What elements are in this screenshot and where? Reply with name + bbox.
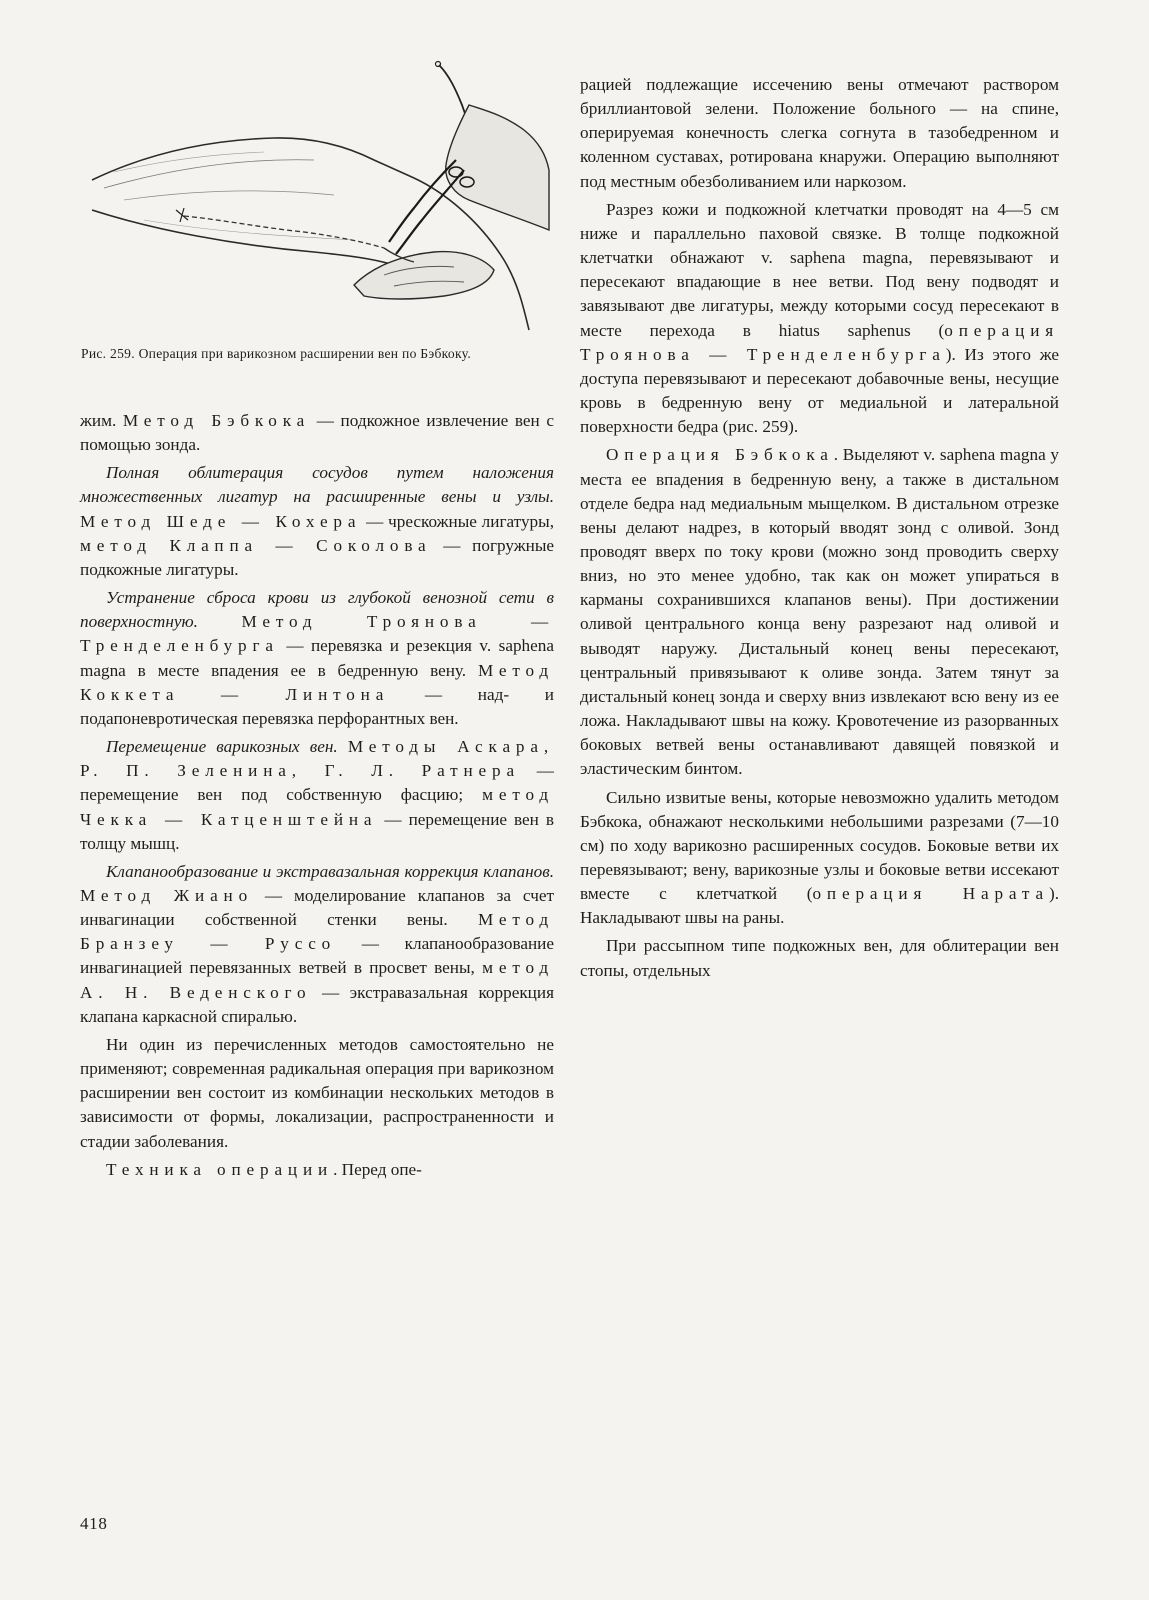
paragraph: Полная облитерация сосудов путем наложения множественных лигатур на расширенные вены и узлы. Метод Шеде — Кохера — чрескожные лигатуры, метод Клаппа — Соколова — погружные подкожные лигатуры. [80,463,554,579]
surgery-illustration [84,60,552,338]
paragraph: Сильно извитые вены, которые невозможно удалить методом Бэбкока, обнажают несколькими небольшими разрезами (7—10 см) по ходу варикозно расширенных сосудов. Боковые ветви их перевязывают; вену, варикозные узлы и боковые ветви иссекают вместе с клетчаткой (операция Нарата). Накладывают швы на раны. [580,787,1059,928]
paragraph: жим. Метод Бэбкока — подкожное извлечение вен с помощью зонда. [80,411,554,455]
paragraph: Техника операции. Перед опе- [106,1159,422,1179]
paragraph: Операция Бэбкока. Выделяют v. saphena magna у места ее впадения в бедренную вену, а также в дистальном отделе бедра над медиальным мыщелком. В дистальном отрезке вены делают надрез, в который вводят зонд с оливой. Зонд проводят вверх по току крови (можно зонд проводить сверху вниз, но это менее удобно, так как он может упираться в карманы сохранившихся клапанов вены). При достижении оливой центрального конца вену разрезают над оливой и выводят наружу. Дистальный конец вены пересекают, центральный привязывают к оливе зонда. Затем тянут за дистальный конец зонда и сверху вниз извлекают всю вену из ее ложа. Накладывают швы на кожу. Кровотечение из разорванных боковых ветвей вены останавливают давящей повязкой и эластическим бинтом. [580,445,1059,779]
right-column [580,73,1059,983]
surgery-illustration-icon [84,60,552,338]
paragraph: рацией подлежащие иссечению вены отмечают раствором бриллиантовой зелени. Положение больного — на спине, оперируемая конечность слегка согнута в тазобедренном и коленном суставах, ротирована кнаружи. Операцию выполняют под местным обезболиванием или наркозом. [580,75,1059,191]
paragraph: Ни один из перечисленных методов самостоятельно не применяют; современная радикальная операция при варикозном расширении вен состоит из комбинации нескольких методов в зависимости от формы, локализации, распространенности и стадии заболевания. [80,1034,554,1151]
left-column [80,409,554,1182]
paragraph: При рассыпном типе подкожных вен, для облитерации вен стопы, отдельных [580,936,1059,980]
paragraph: Клапанообразование и экстравазальная коррекция клапанов. Метод Жиано — моделирование клапанов за счет инвагинации собственной стенки вены. Метод Бранзеу — Руссо — клапанообразование инвагинацией перевязанных ветвей в просвет вены, метод А. Н. Веденского — экстравазальная коррекция клапана каркасной спиралью. [80,861,554,1026]
paragraph: Перемещение варикозных вен. Методы Аскара, Р. П. Зеленина, Г. Л. Ратнера — перемещение вен под собственную фасцию; метод Чекка — Катценштейна — перемещение вен в толщу мышц. [80,737,554,853]
paragraph: Разрез кожи и подкожной клетчатки проводят на 4—5 см ниже и параллельно паховой связке. В толще подкожной клетчатки обнажают v. saphena magna, перевязывают и пересекают впадающие в нее ветви. Под вену подводят и завязывают две лигатуры, между которыми сосуд пересекают в месте перехода в hiatus saphenus (операция Троянова — Тренделенбурга). Из этого же доступа перевязывают и пересекают добавочные вены, несущие кровь в бедренную вену от медиальной и латеральной поверхности бедра (рис. 259). [580,199,1059,437]
figure-caption: Рис. 259. Операция при варикозном расширении вен по Бэбкоку. [81,346,471,361]
paragraph: Устранение сброса крови из глубокой венозной сети в поверхностную. Метод Троянова — Тренделенбурга — перевязка и резекция v. saphena magna в месте впадения ее в бедренную вену. Метод Коккета — Линтона — над- и подапоневротическая перевязка перфорантных вен. [80,588,554,728]
page-number: 418 [80,1514,108,1533]
